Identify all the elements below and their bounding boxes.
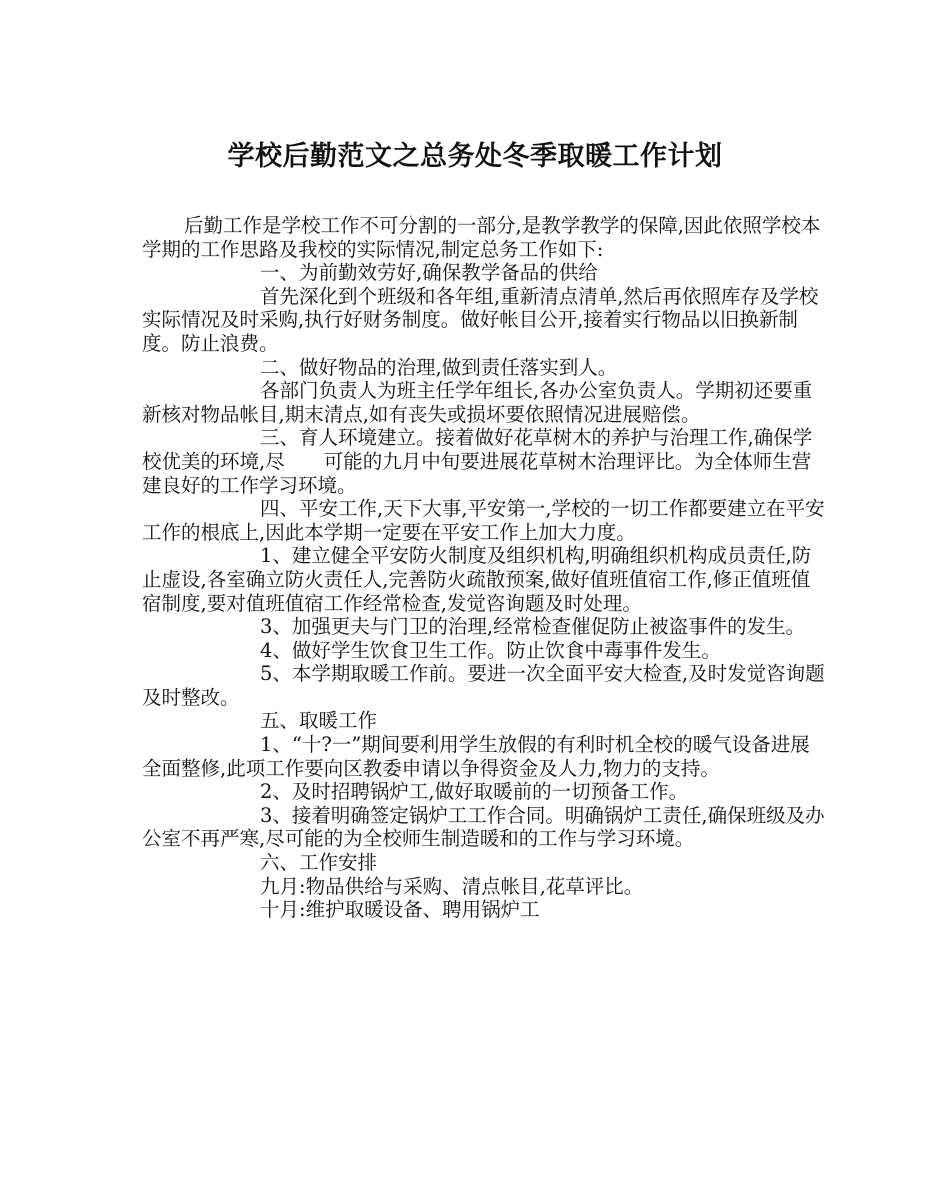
section-heading-6: 六、工作安排	[260, 851, 378, 875]
intro-paragraph: 后勤工作是学校工作不可分割的一部分,是教学教学的保障,因此依照学校本学期的工作思路及我校的实际情况,制定总务工作如下:	[142, 214, 821, 261]
list-item: 1、“十?一”期间要利用学生放假的有利时机全校的暖气设备进展全面整修,此项工作要向区教委申请以争得资金及人力,物力的支持。	[142, 733, 810, 780]
list-item: 3、加强更夫与门卫的治理,经常检查催促防止被盗事件的发生。	[260, 615, 806, 639]
paragraph: 首先深化到个班级和各年组,重新清点清单,然后再依照库存及学校实际情况及时采购,执行好财务制度。做好帐目公开,接着实行物品以旧换新制度。防止浪费。	[142, 284, 819, 355]
list-item: 5、本学期取暖工作前。要进一次全面平安大检查,及时发觉咨询题及时整改。	[142, 662, 825, 709]
section-heading-5: 五、取暖工作	[260, 709, 378, 733]
document-title: 学校后勤范文之总务处冬季取暖工作计划	[227, 141, 723, 172]
list-item: 1、建立健全平安防火制度及组织机构,明确组织机构成员责任,防止虚设,各室确立防火责任人,完善防火疏散预案,做好值班值宿工作,修正值班值宿制度,要对值班值宿工作经常检查,发觉咨询题及时处理。	[142, 544, 812, 615]
document-body	[142, 214, 826, 922]
schedule-item: 九月:物品供给与采购、清点帐目,花草评比。	[260, 874, 644, 898]
list-item: 4、做好学生饮食卫生工作。防止饮食中毒事件发生。	[260, 638, 721, 662]
schedule-item: 十月:维护取暖设备、聘用锅炉工	[260, 898, 540, 922]
section-heading-2: 二、做好物品的治理,做到责任落实到人。	[260, 355, 618, 379]
paragraph: 各部门负责人为班主任学年组长,各办公室负责人。学期初还要重新核对物品帐目,期末清点,如有丧失或损坏要依照情况进展赔偿。	[142, 379, 813, 426]
section-heading-4: 四、平安工作,天下大事,平安第一,学校的一切工作都要建立在平安工作的根底上,因此本学期一定要在平安工作上加大力度。	[142, 497, 825, 544]
list-item: 3、接着明确签定锅炉工工作合同。明确锅炉工责任,确保班级及办公室不再严寒,尽可能的为全校师生制造暖和的工作与学习环境。	[142, 803, 825, 851]
list-item: 2、及时招聘锅炉工,做好取暖前的一切预备工作。	[260, 780, 689, 804]
section-heading-1: 一、为前勤效劳好,确保教学备品的供给	[260, 261, 598, 285]
section-heading-3: 三、育人环境建立。接着做好花草树木的养护与治理工作,确保学校优美的环境,尽 可能的九月中旬要进展花草树木治理评比。为全体师生营建良好的工作学习环境。	[142, 426, 813, 497]
